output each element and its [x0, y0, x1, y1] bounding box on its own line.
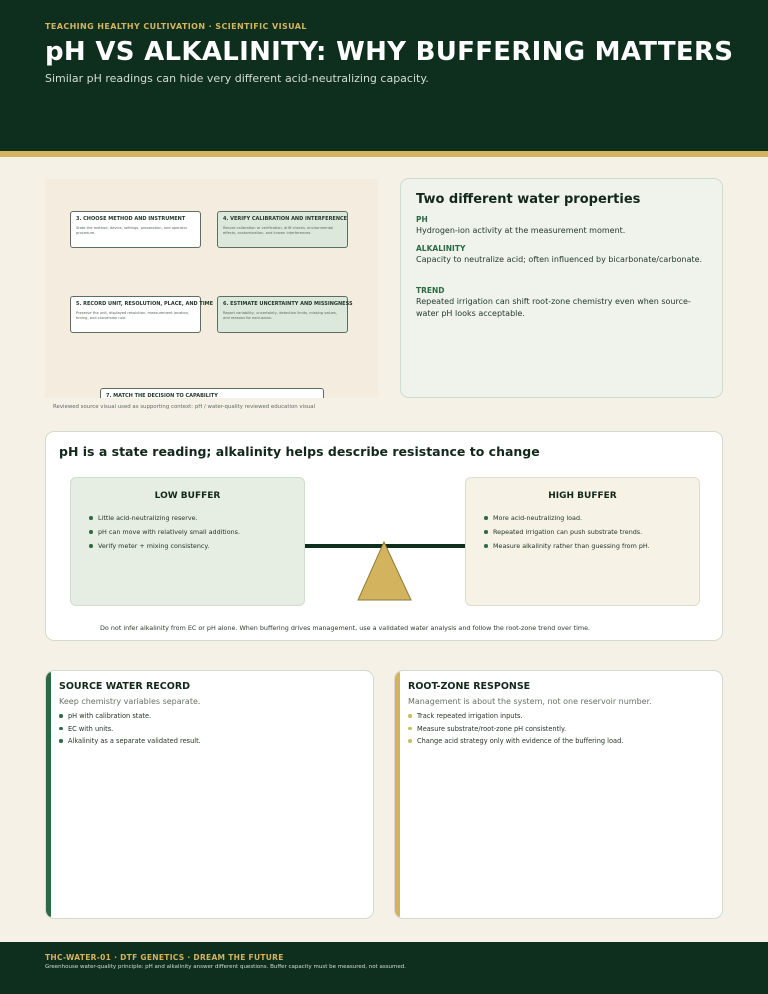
high-buffer-box	[465, 477, 700, 606]
card-accent-stripe	[46, 671, 51, 918]
property-trend	[416, 286, 706, 320]
flow-card-heading: 3. CHOOSE METHOD AND INSTRUMENT	[76, 216, 186, 222]
list-item: pH can move with relatively small additions.	[89, 528, 240, 542]
card-accent-stripe	[395, 671, 400, 918]
property-label: PH	[416, 215, 428, 224]
high-buffer-list	[484, 514, 650, 557]
fulcrum-triangle-icon	[357, 540, 413, 602]
card-subtitle: Management is about the system, not one reservoir number.	[408, 697, 652, 706]
flow-card-calibration	[217, 211, 348, 248]
card-subtitle: Keep chemistry variables separate.	[59, 697, 201, 706]
low-buffer-box	[70, 477, 305, 606]
flow-card-heading: 5. RECORD UNIT, RESOLUTION, PLACE, AND TIME	[76, 301, 214, 307]
flow-card-method	[70, 211, 201, 248]
properties-panel	[400, 178, 723, 398]
accent-divider	[0, 151, 768, 157]
property-label: TREND	[416, 286, 445, 295]
list-item: More acid-neutralizing load.	[484, 514, 650, 528]
property-alkalinity	[416, 244, 706, 266]
property-text: Capacity to neutralize acid; often influenced by bicarbonate/carbonate.	[416, 255, 703, 264]
header-kicker: TEACHING HEALTHY CULTIVATION · SCIENTIFIC VISUAL	[45, 22, 307, 31]
flow-card-uncertainty	[217, 296, 353, 333]
list-item: Change acid strategy only with evidence of the buffering load.	[408, 737, 623, 750]
property-ph	[416, 215, 706, 237]
high-buffer-title: HIGH BUFFER	[548, 491, 617, 501]
flow-card-text: Preserve the unit, displayed resolution, measurement location, timing, and conversion rule.	[76, 311, 190, 320]
list-item: Repeated irrigation can push substrate trends.	[484, 528, 650, 542]
list-item: Little acid-neutralizing reserve.	[89, 514, 240, 528]
root-zone-card	[394, 670, 723, 919]
card-list	[408, 712, 623, 750]
page-subtitle: Similar pH readings can hide very different acid-neutralizing capacity.	[45, 72, 429, 85]
buffer-title: pH is a state reading; alkalinity helps describe resistance to change	[59, 444, 540, 459]
footer-text: Greenhouse water-quality principle: pH and alkalinity answer different questions. Buffer capacity must be measured, not assumed.	[45, 964, 407, 970]
card-list	[59, 712, 201, 750]
flow-card-text: Record calibration or verification, drift checks, environmental effects, contamination, and known interferences.	[223, 226, 334, 235]
low-buffer-list	[89, 514, 240, 557]
flow-card-heading: 6. ESTIMATE UNCERTAINTY AND MISSINGNESS	[223, 301, 353, 307]
list-item: Alkalinity as a separate validated result.	[59, 737, 201, 750]
low-buffer-title: LOW BUFFER	[154, 491, 221, 501]
header-banner	[0, 0, 768, 151]
card-title: SOURCE WATER RECORD	[59, 681, 191, 692]
flow-card-unit	[70, 296, 214, 333]
source-visual-caption: Reviewed source visual used as supporting context: pH / water-quality reviewed education visual	[53, 404, 316, 410]
flow-card-heading: 7. MATCH THE DECISION TO CAPABILITY	[106, 393, 218, 398]
page-title: pH VS ALKALINITY: WHY BUFFERING MATTERS	[45, 37, 734, 67]
flow-card-text: State the method, device, settings, preparation, and operator procedure.	[76, 226, 188, 235]
list-item: Measure alkalinity rather than guessing from pH.	[484, 542, 650, 556]
property-text: Repeated irrigation can shift root-zone chemistry even when source-water pH looks acceptable.	[416, 297, 691, 318]
source-water-card	[45, 670, 374, 919]
list-item: EC with units.	[59, 725, 201, 738]
property-label: ALKALINITY	[416, 244, 466, 253]
buffer-note: Do not infer alkalinity from EC or pH alone. When buffering drives management, use a validated water analysis and follow the root-zone trend over time.	[100, 624, 591, 632]
property-text: Hydrogen-ion activity at the measurement moment.	[416, 226, 626, 235]
source-visual-image	[45, 179, 378, 398]
flow-card-text: Report variability, uncertainty, detection limits, missing values, and reasons for exclusions.	[223, 311, 338, 320]
list-item: Track repeated irrigation inputs.	[408, 712, 623, 725]
footer	[0, 942, 768, 994]
list-item: Measure substrate/root-zone pH consistently.	[408, 725, 623, 738]
flow-card-decision	[100, 388, 324, 398]
list-item: Verify meter + mixing consistency.	[89, 542, 240, 556]
properties-title: Two different water properties	[416, 192, 641, 207]
buffer-section	[45, 431, 723, 641]
footer-code: THC-WATER-01 · DTF GENETICS · DREAM THE FUTURE	[45, 953, 284, 962]
list-item: pH with calibration state.	[59, 712, 201, 725]
flow-card-heading: 4. VERIFY CALIBRATION AND INTERFERENCE	[223, 216, 348, 222]
card-title: ROOT-ZONE RESPONSE	[408, 681, 531, 692]
